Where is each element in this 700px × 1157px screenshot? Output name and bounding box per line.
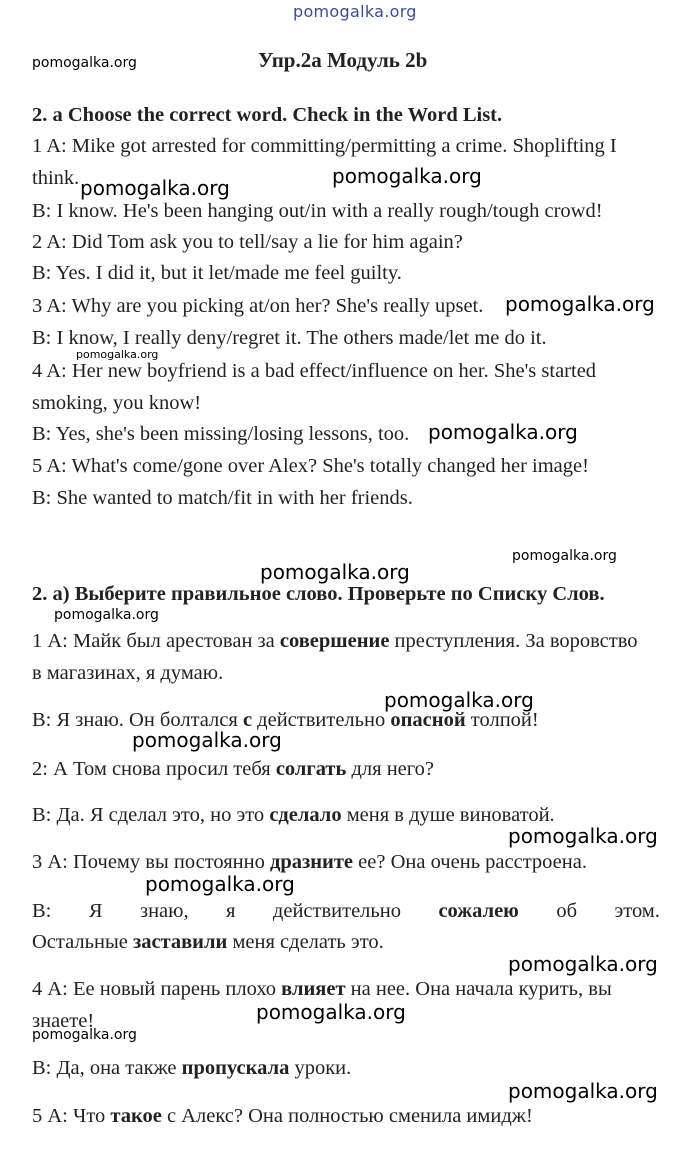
ru-text: с Алекс? Она полностью сменила имидж! xyxy=(161,1105,533,1127)
en-line: B: Yes, she's been missing/losing lessons, too. xyxy=(32,423,410,445)
watermark-text: pomogalka.org xyxy=(260,560,410,584)
ru-word: этом. xyxy=(614,900,660,922)
ru-text: В: Я знаю. Он болтался xyxy=(32,709,243,731)
ru-answer: с xyxy=(242,709,253,731)
ru-text: действительно xyxy=(252,709,391,731)
ru-answer: дразните xyxy=(269,851,354,873)
page-title: Упр.2а Модуль 2b xyxy=(258,48,428,72)
ru-word: В: xyxy=(32,900,52,922)
ru-answer: пропускала xyxy=(181,1057,290,1079)
en-line: B: She wanted to match/fit in with her friends. xyxy=(32,487,413,509)
ru-line xyxy=(32,709,539,732)
ru-text: ее? Она очень расстроена. xyxy=(353,851,587,873)
watermark-text: pomogalka.org xyxy=(384,688,534,712)
ru-answer: такое xyxy=(110,1105,162,1127)
ru-line xyxy=(32,931,384,954)
watermark-text: pomogalka.org xyxy=(80,176,230,200)
ru-line: в магазинах, я думаю. xyxy=(32,662,224,684)
watermark-text: pomogalka.org xyxy=(508,824,658,848)
ru-word: действительно xyxy=(272,900,401,922)
ru-text: меня сделать это. xyxy=(227,931,384,953)
ru-answer: совершение xyxy=(279,630,390,652)
en-line: B: I know. He's been hanging out/in with a really rough/tough crowd! xyxy=(32,200,603,222)
ru-text: на нее. Она начала курить, вы xyxy=(345,978,612,1000)
ru-line-justified xyxy=(32,900,660,923)
ru-heading: 2. а) Выберите правильное слово. Проверьте по Списку Слов. xyxy=(32,583,605,605)
ru-text: преступления. За воровство xyxy=(389,630,638,652)
ru-line xyxy=(32,978,612,1001)
ru-text: В: Да. Я сделал это, но это xyxy=(32,804,270,826)
ru-answer: опасной xyxy=(390,709,466,731)
en-line: 2 A: Did Tom ask you to tell/say a lie for him again? xyxy=(32,231,463,253)
ru-text: толпой! xyxy=(465,709,539,731)
ru-line: знаете! xyxy=(32,1010,95,1032)
ru-answer: сожалею xyxy=(438,900,519,922)
en-line: 4 A: Her new boyfriend is a bad effect/influence on her. She's started xyxy=(32,360,597,382)
ru-line xyxy=(32,1057,351,1080)
ru-text: для него? xyxy=(346,758,435,780)
watermark-text: pomogalka.org xyxy=(145,872,295,896)
watermark-text: pomogalka.org xyxy=(256,1000,406,1024)
ru-word: об xyxy=(556,900,577,922)
en-line: B: I know, I really deny/regret it. The others made/let me do it. xyxy=(32,327,547,349)
en-line: think. xyxy=(32,167,80,189)
ru-text: Остальные xyxy=(32,931,133,953)
watermark-text: pomogalka.org xyxy=(508,952,658,976)
ru-line xyxy=(32,851,587,874)
watermark-text: pomogalka.org xyxy=(32,1027,137,1043)
ru-line xyxy=(32,758,434,781)
watermark-text: pomogalka.org xyxy=(508,1079,658,1103)
ru-text: 3 А: Почему вы постоянно xyxy=(32,851,270,873)
ru-text: 4 А: Ее новый парень плохо xyxy=(32,978,282,1000)
ru-text: 5 А: Что xyxy=(32,1105,111,1127)
en-heading: 2. a Choose the correct word. Check in the Word List. xyxy=(32,104,503,126)
en-line: 3 A: Why are you picking at/on her? She's really upset. xyxy=(32,295,484,317)
ru-line xyxy=(32,630,638,653)
ru-line xyxy=(32,1105,533,1128)
ru-text: 2: А Том снова просил тебя xyxy=(32,758,276,780)
ru-answer: влияет xyxy=(281,978,346,1000)
en-line: 1 A: Mike got arrested for committing/permitting a crime. Shoplifting I xyxy=(32,135,617,157)
ru-word: я xyxy=(226,900,236,922)
ru-answer: заставили xyxy=(132,931,228,953)
ru-text: уроки. xyxy=(289,1057,352,1079)
watermark-text: pomogalka.org xyxy=(32,55,137,71)
watermark-text: pomogalka.org xyxy=(512,548,617,564)
ru-text: 1 А: Майк был арестован за xyxy=(32,630,280,652)
watermark-text: pomogalka.org xyxy=(54,607,159,623)
ru-word: Я xyxy=(88,900,103,922)
en-line: 5 A: What's come/gone over Alex? She's totally changed her image! xyxy=(32,455,589,477)
watermark-text: pomogalka.org xyxy=(76,348,159,361)
watermark-text: pomogalka.org xyxy=(428,420,578,444)
en-line: smoking, you know! xyxy=(32,392,202,414)
ru-text: В: Да, она также xyxy=(32,1057,182,1079)
en-line: B: Yes. I did it, but it let/made me feel guilty. xyxy=(32,262,402,284)
watermark-text: pomogalka.org xyxy=(505,292,655,316)
header-watermark: pomogalka.org xyxy=(293,2,417,21)
watermark-text: pomogalka.org xyxy=(132,728,282,752)
watermark-text: pomogalka.org xyxy=(332,164,482,188)
ru-answer: сделало xyxy=(269,804,342,826)
ru-line xyxy=(32,804,555,827)
ru-text: меня в душе виноватой. xyxy=(341,804,555,826)
ru-word: знаю, xyxy=(139,900,189,922)
ru-answer: солгать xyxy=(275,758,347,780)
